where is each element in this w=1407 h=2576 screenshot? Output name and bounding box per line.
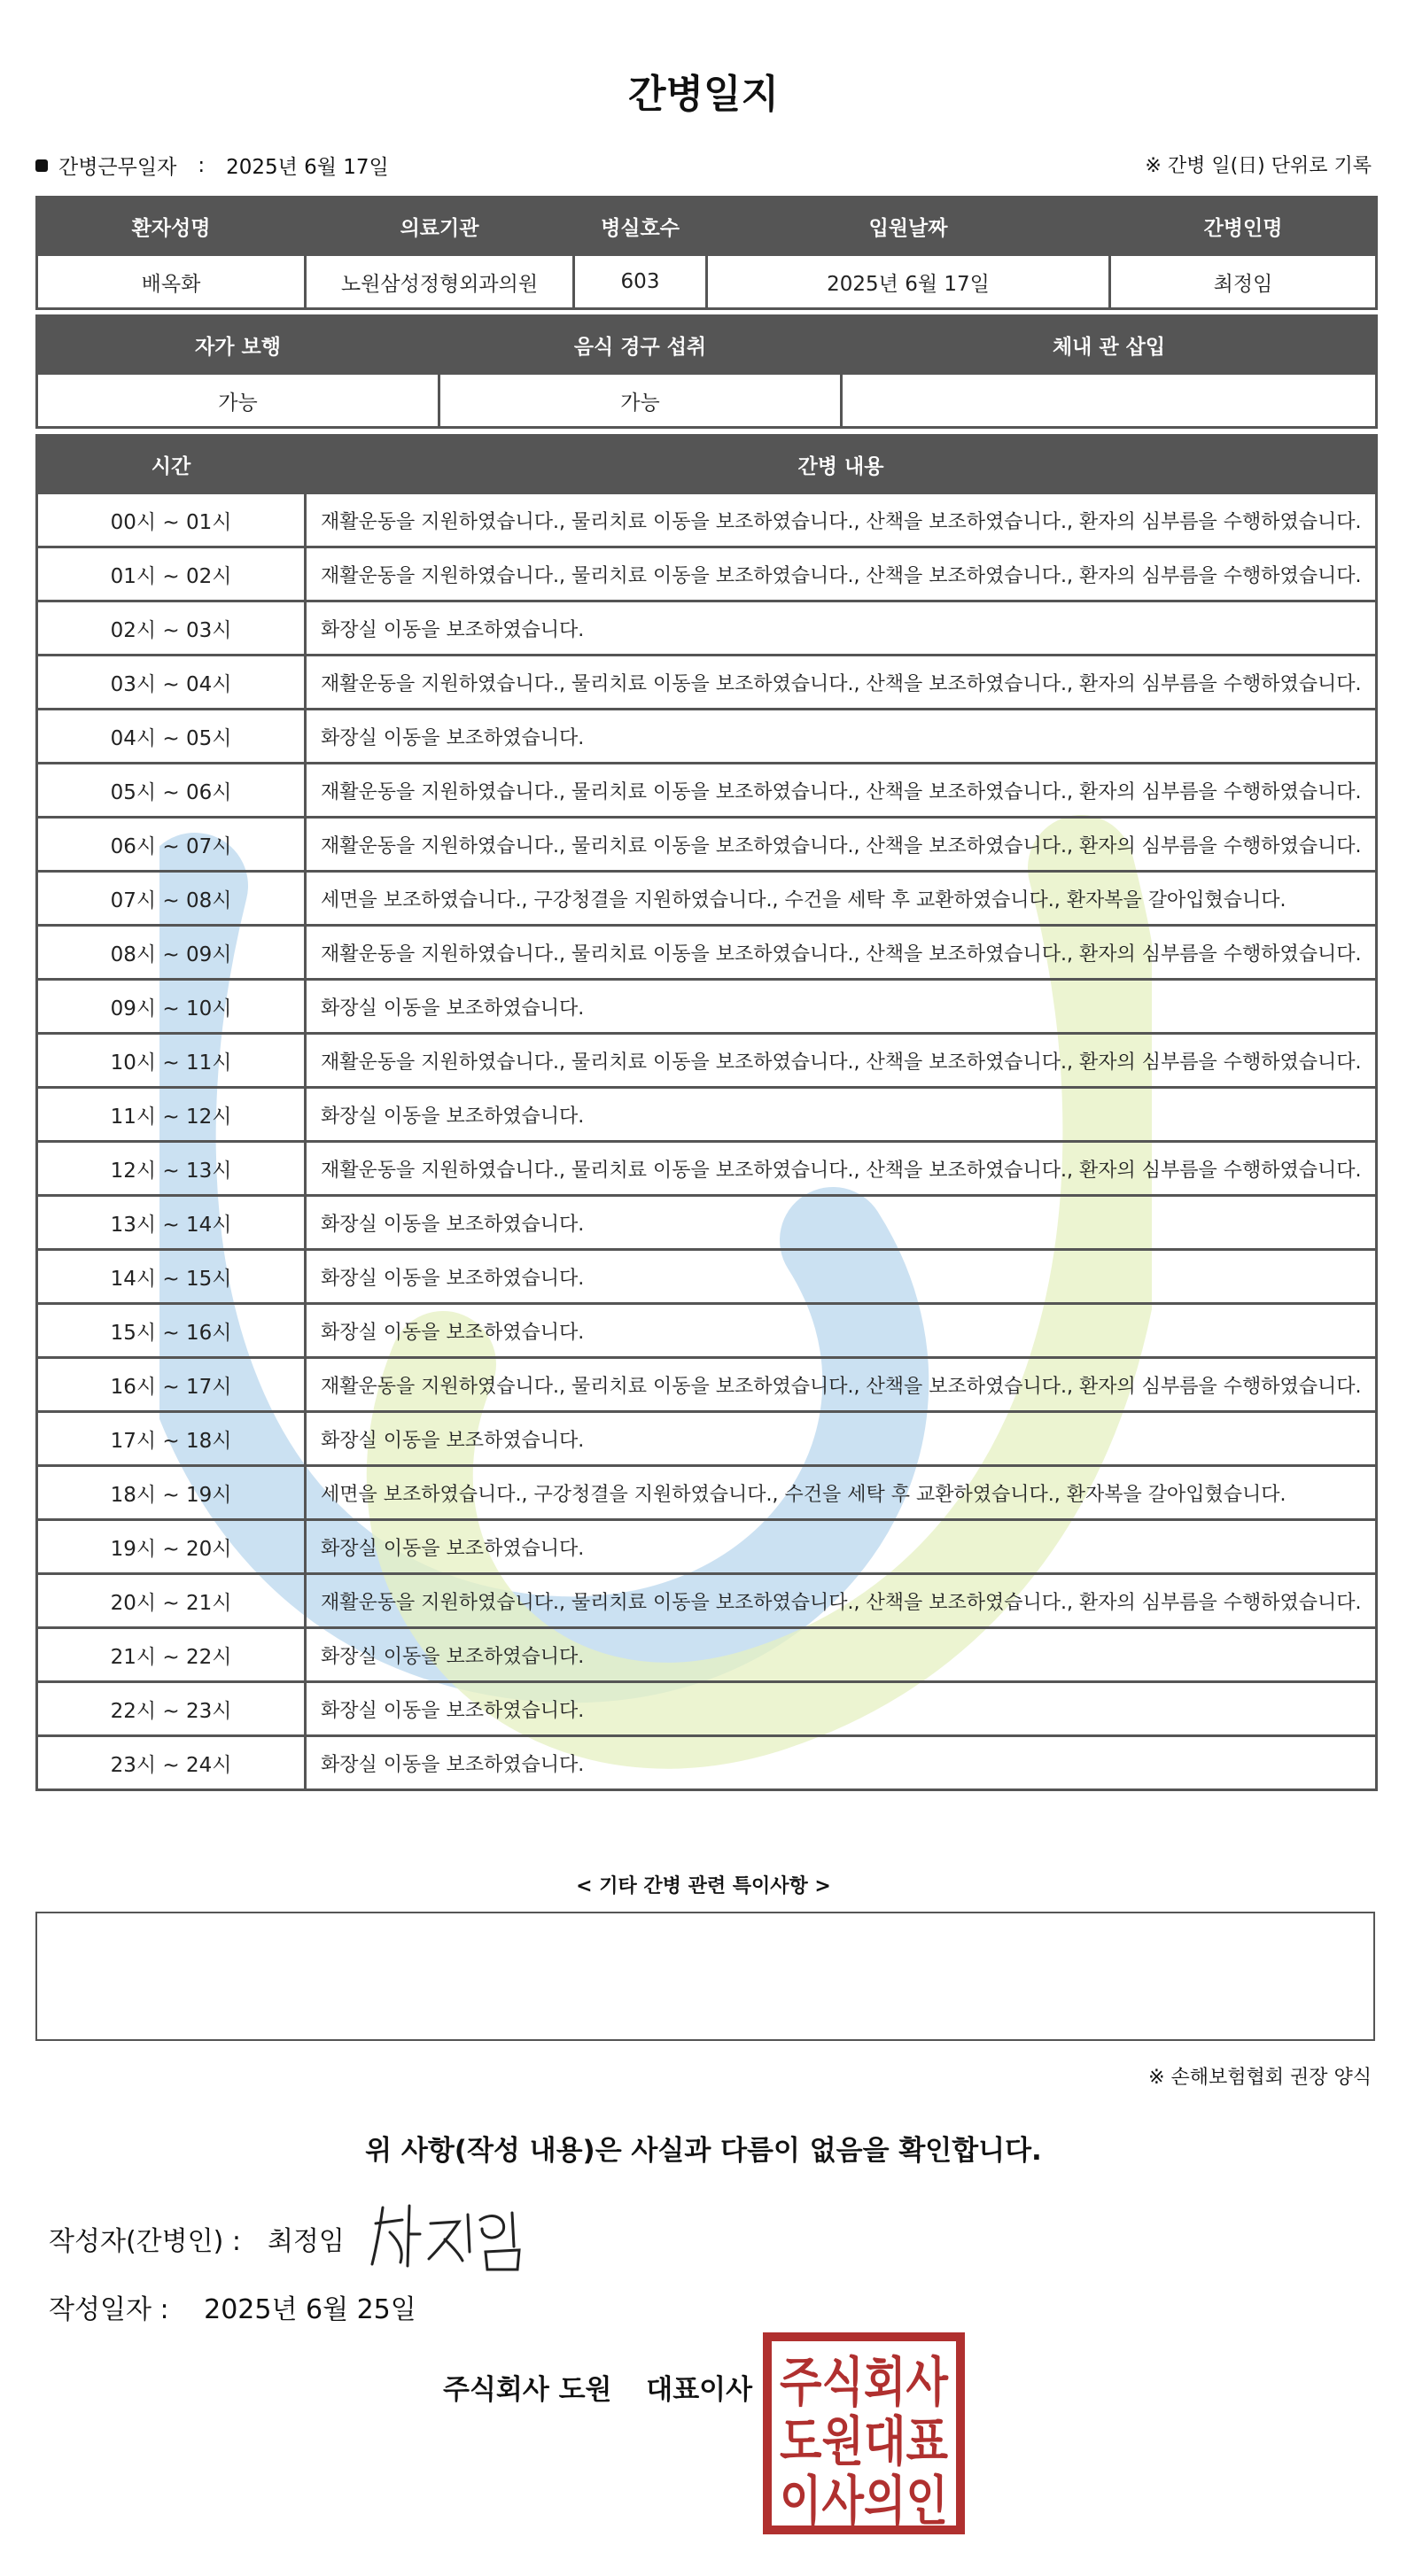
care-log-row	[37, 1412, 1377, 1466]
notes-box	[35, 1912, 1375, 2041]
care-log-row	[37, 1466, 1377, 1520]
header-room-number: 병실호수	[574, 198, 707, 255]
care-log-time: 18시 ~ 19시	[37, 1466, 306, 1520]
care-log-row	[37, 1628, 1377, 1682]
care-log-time: 10시 ~ 11시	[37, 1034, 306, 1088]
care-log-row	[37, 818, 1377, 872]
header-oral-intake: 음식 경구 섭취	[439, 316, 842, 374]
header-care-content: 간병 내용	[306, 436, 1377, 493]
care-log-content: 화장실 이동을 보조하였습니다.	[306, 710, 1377, 764]
care-log-row	[37, 1574, 1377, 1628]
bullet-icon	[35, 159, 48, 172]
care-log-row	[37, 764, 1377, 818]
care-log-time: 13시 ~ 14시	[37, 1196, 306, 1250]
header-time: 시간	[37, 436, 306, 493]
notes-title: < 기타 간병 관련 특이사항 >	[576, 1875, 831, 1897]
care-log-content: 재활운동을 지원하였습니다., 물리치료 이동을 보조하였습니다., 산책을 보조하였습니다., 환자의 심부름을 수행하였습니다.	[306, 1142, 1377, 1196]
care-log-time: 14시 ~ 15시	[37, 1250, 306, 1304]
care-log-row	[37, 980, 1377, 1034]
care-log-time: 15시 ~ 16시	[37, 1304, 306, 1358]
care-log-time: 22시 ~ 23시	[37, 1682, 306, 1736]
svg-text:주식회사: 주식회사	[780, 2352, 949, 2414]
care-log-time: 02시 ~ 03시	[37, 601, 306, 656]
care-log-time: 19시 ~ 20시	[37, 1520, 306, 1574]
care-log-row	[37, 547, 1377, 601]
status-table-value-row	[37, 374, 1377, 428]
header-self-walking: 자가 보행	[37, 316, 439, 374]
care-log-content: 재활운동을 지원하였습니다., 물리치료 이동을 보조하였습니다., 산책을 보조하였습니다., 환자의 심부름을 수행하였습니다.	[306, 493, 1377, 547]
patient-info-table	[35, 196, 1378, 310]
care-log-content: 재활운동을 지원하였습니다., 물리치료 이동을 보조하였습니다., 산책을 보조하였습니다., 환자의 심부름을 수행하였습니다.	[306, 1358, 1377, 1412]
care-log-time: 05시 ~ 06시	[37, 764, 306, 818]
care-log-row	[37, 493, 1377, 547]
page-title: 간병일지	[627, 72, 779, 117]
tube-insertion-value	[842, 374, 1377, 428]
care-log-content: 화장실 이동을 보조하였습니다.	[306, 1088, 1377, 1142]
care-log-row	[37, 872, 1377, 926]
care-log-row	[37, 710, 1377, 764]
company-seal	[762, 2332, 966, 2535]
care-log-row	[37, 1304, 1377, 1358]
care-log-table	[35, 434, 1378, 1791]
care-log-time: 04시 ~ 05시	[37, 710, 306, 764]
care-log-time: 11시 ~ 12시	[37, 1088, 306, 1142]
work-date-label: 간병근무일자	[58, 156, 177, 179]
svg-text:도원대표: 도원대표	[780, 2411, 949, 2473]
care-log-content: 화장실 이동을 보조하였습니다.	[306, 1304, 1377, 1358]
hospital-name: 노원삼성정형외과의원	[306, 255, 574, 309]
care-log-time: 16시 ~ 17시	[37, 1358, 306, 1412]
handwritten-signature	[363, 2188, 540, 2277]
writer-label: 작성자(간병인) :	[49, 2226, 241, 2257]
care-log-row	[37, 656, 1377, 710]
patient-table-header-row	[37, 198, 1377, 255]
written-date-label: 작성일자 :	[49, 2294, 169, 2325]
care-log-time: 03시 ~ 04시	[37, 656, 306, 710]
confirmation-statement: 위 사항(작성 내용)은 사실과 다름이 없음을 확인합니다.	[365, 2135, 1042, 2167]
header-hospital: 의료기관	[306, 198, 574, 255]
care-log-row	[37, 1250, 1377, 1304]
work-date	[35, 151, 389, 180]
care-log-content: 재활운동을 지원하였습니다., 물리치료 이동을 보조하였습니다., 산책을 보조하였습니다., 환자의 심부름을 수행하였습니다.	[306, 1574, 1377, 1628]
room-number: 603	[574, 255, 707, 309]
care-log-content: 세면을 보조하였습니다., 구강청결을 지원하였습니다., 수건을 세탁 후 교환하였습니다., 환자복을 갈아입혔습니다.	[306, 872, 1377, 926]
care-log-time: 08시 ~ 09시	[37, 926, 306, 980]
care-log-content: 화장실 이동을 보조하였습니다.	[306, 601, 1377, 656]
care-log-content: 화장실 이동을 보조하였습니다.	[306, 1412, 1377, 1466]
company-line	[443, 2367, 752, 2407]
header-caregiver-name: 간병인명	[1110, 198, 1377, 255]
care-log-time: 17시 ~ 18시	[37, 1412, 306, 1466]
writer-line	[49, 2219, 345, 2258]
care-log-time: 23시 ~ 24시	[37, 1736, 306, 1790]
care-log-content: 화장실 이동을 보조하였습니다.	[306, 1628, 1377, 1682]
care-log-time: 06시 ~ 07시	[37, 818, 306, 872]
care-log-body	[37, 493, 1377, 1790]
writer-name: 최정임	[267, 2226, 345, 2257]
svg-text:이사의인: 이사의인	[780, 2471, 948, 2533]
care-log-content: 재활운동을 지원하였습니다., 물리치료 이동을 보조하였습니다., 산책을 보조하였습니다., 환자의 심부름을 수행하였습니다.	[306, 764, 1377, 818]
care-log-time: 20시 ~ 21시	[37, 1574, 306, 1628]
care-log-row	[37, 1520, 1377, 1574]
representative-title: 대표이사	[646, 2374, 753, 2406]
care-log-content: 재활운동을 지원하였습니다., 물리치료 이동을 보조하였습니다., 산책을 보조하였습니다., 환자의 심부름을 수행하였습니다.	[306, 656, 1377, 710]
status-table-header-row	[37, 316, 1377, 374]
care-log-time: 09시 ~ 10시	[37, 980, 306, 1034]
care-log-row	[37, 1682, 1377, 1736]
care-log-row	[37, 1088, 1377, 1142]
care-log-row	[37, 1358, 1377, 1412]
care-log-content: 재활운동을 지원하였습니다., 물리치료 이동을 보조하였습니다., 산책을 보조하였습니다., 환자의 심부름을 수행하였습니다.	[306, 926, 1377, 980]
header-patient-name: 환자성명	[37, 198, 306, 255]
care-log-row	[37, 1034, 1377, 1088]
care-log-content: 화장실 이동을 보조하였습니다.	[306, 1520, 1377, 1574]
unit-note: ※ 간병 일(日) 단위로 기록	[1145, 155, 1372, 177]
caregiver-name: 최정임	[1110, 255, 1377, 309]
care-log-content: 세면을 보조하였습니다., 구강청결을 지원하였습니다., 수건을 세탁 후 교환하였습니다., 환자복을 갈아입혔습니다.	[306, 1466, 1377, 1520]
care-log-content: 화장실 이동을 보조하였습니다.	[306, 1682, 1377, 1736]
care-log-content: 화장실 이동을 보조하였습니다.	[306, 1250, 1377, 1304]
care-log-row	[37, 1196, 1377, 1250]
care-log-content: 화장실 이동을 보조하였습니다.	[306, 1196, 1377, 1250]
care-log-row	[37, 1142, 1377, 1196]
admission-date: 2025년 6월 17일	[707, 255, 1110, 309]
care-log-content: 재활운동을 지원하였습니다., 물리치료 이동을 보조하였습니다., 산책을 보조하였습니다., 환자의 심부름을 수행하였습니다.	[306, 547, 1377, 601]
care-log-content: 화장실 이동을 보조하였습니다.	[306, 980, 1377, 1034]
care-log-content: 화장실 이동을 보조하였습니다.	[306, 1736, 1377, 1790]
form-note: ※ 손해보험협회 권장 양식	[1148, 2067, 1372, 2089]
care-log-time: 21시 ~ 22시	[37, 1628, 306, 1682]
care-log-row	[37, 601, 1377, 656]
care-log-row	[37, 1736, 1377, 1790]
care-log-time: 01시 ~ 02시	[37, 547, 306, 601]
care-log-header-row	[37, 436, 1377, 493]
work-date-value: 2025년 6월 17일	[226, 156, 389, 179]
written-date-value: 2025년 6월 25일	[204, 2294, 416, 2325]
care-log-content: 재활운동을 지원하였습니다., 물리치료 이동을 보조하였습니다., 산책을 보조하였습니다., 환자의 심부름을 수행하였습니다.	[306, 1034, 1377, 1088]
patient-name: 배옥화	[37, 255, 306, 309]
care-log-time: 00시 ~ 01시	[37, 493, 306, 547]
patient-status-table	[35, 314, 1378, 429]
self-walking-value: 가능	[37, 374, 439, 428]
written-date-line	[49, 2287, 416, 2326]
care-log-content: 재활운동을 지원하였습니다., 물리치료 이동을 보조하였습니다., 산책을 보조하였습니다., 환자의 심부름을 수행하였습니다.	[306, 818, 1377, 872]
header-tube-insertion: 체내 관 삽입	[842, 316, 1377, 374]
care-log-time: 12시 ~ 13시	[37, 1142, 306, 1196]
company-name: 주식회사 도원	[443, 2374, 612, 2406]
patient-table-value-row	[37, 255, 1377, 309]
care-log-time: 07시 ~ 08시	[37, 872, 306, 926]
oral-intake-value: 가능	[439, 374, 842, 428]
header-admission-date: 입원날짜	[707, 198, 1110, 255]
care-log-row	[37, 926, 1377, 980]
work-date-separator: :	[198, 153, 206, 177]
